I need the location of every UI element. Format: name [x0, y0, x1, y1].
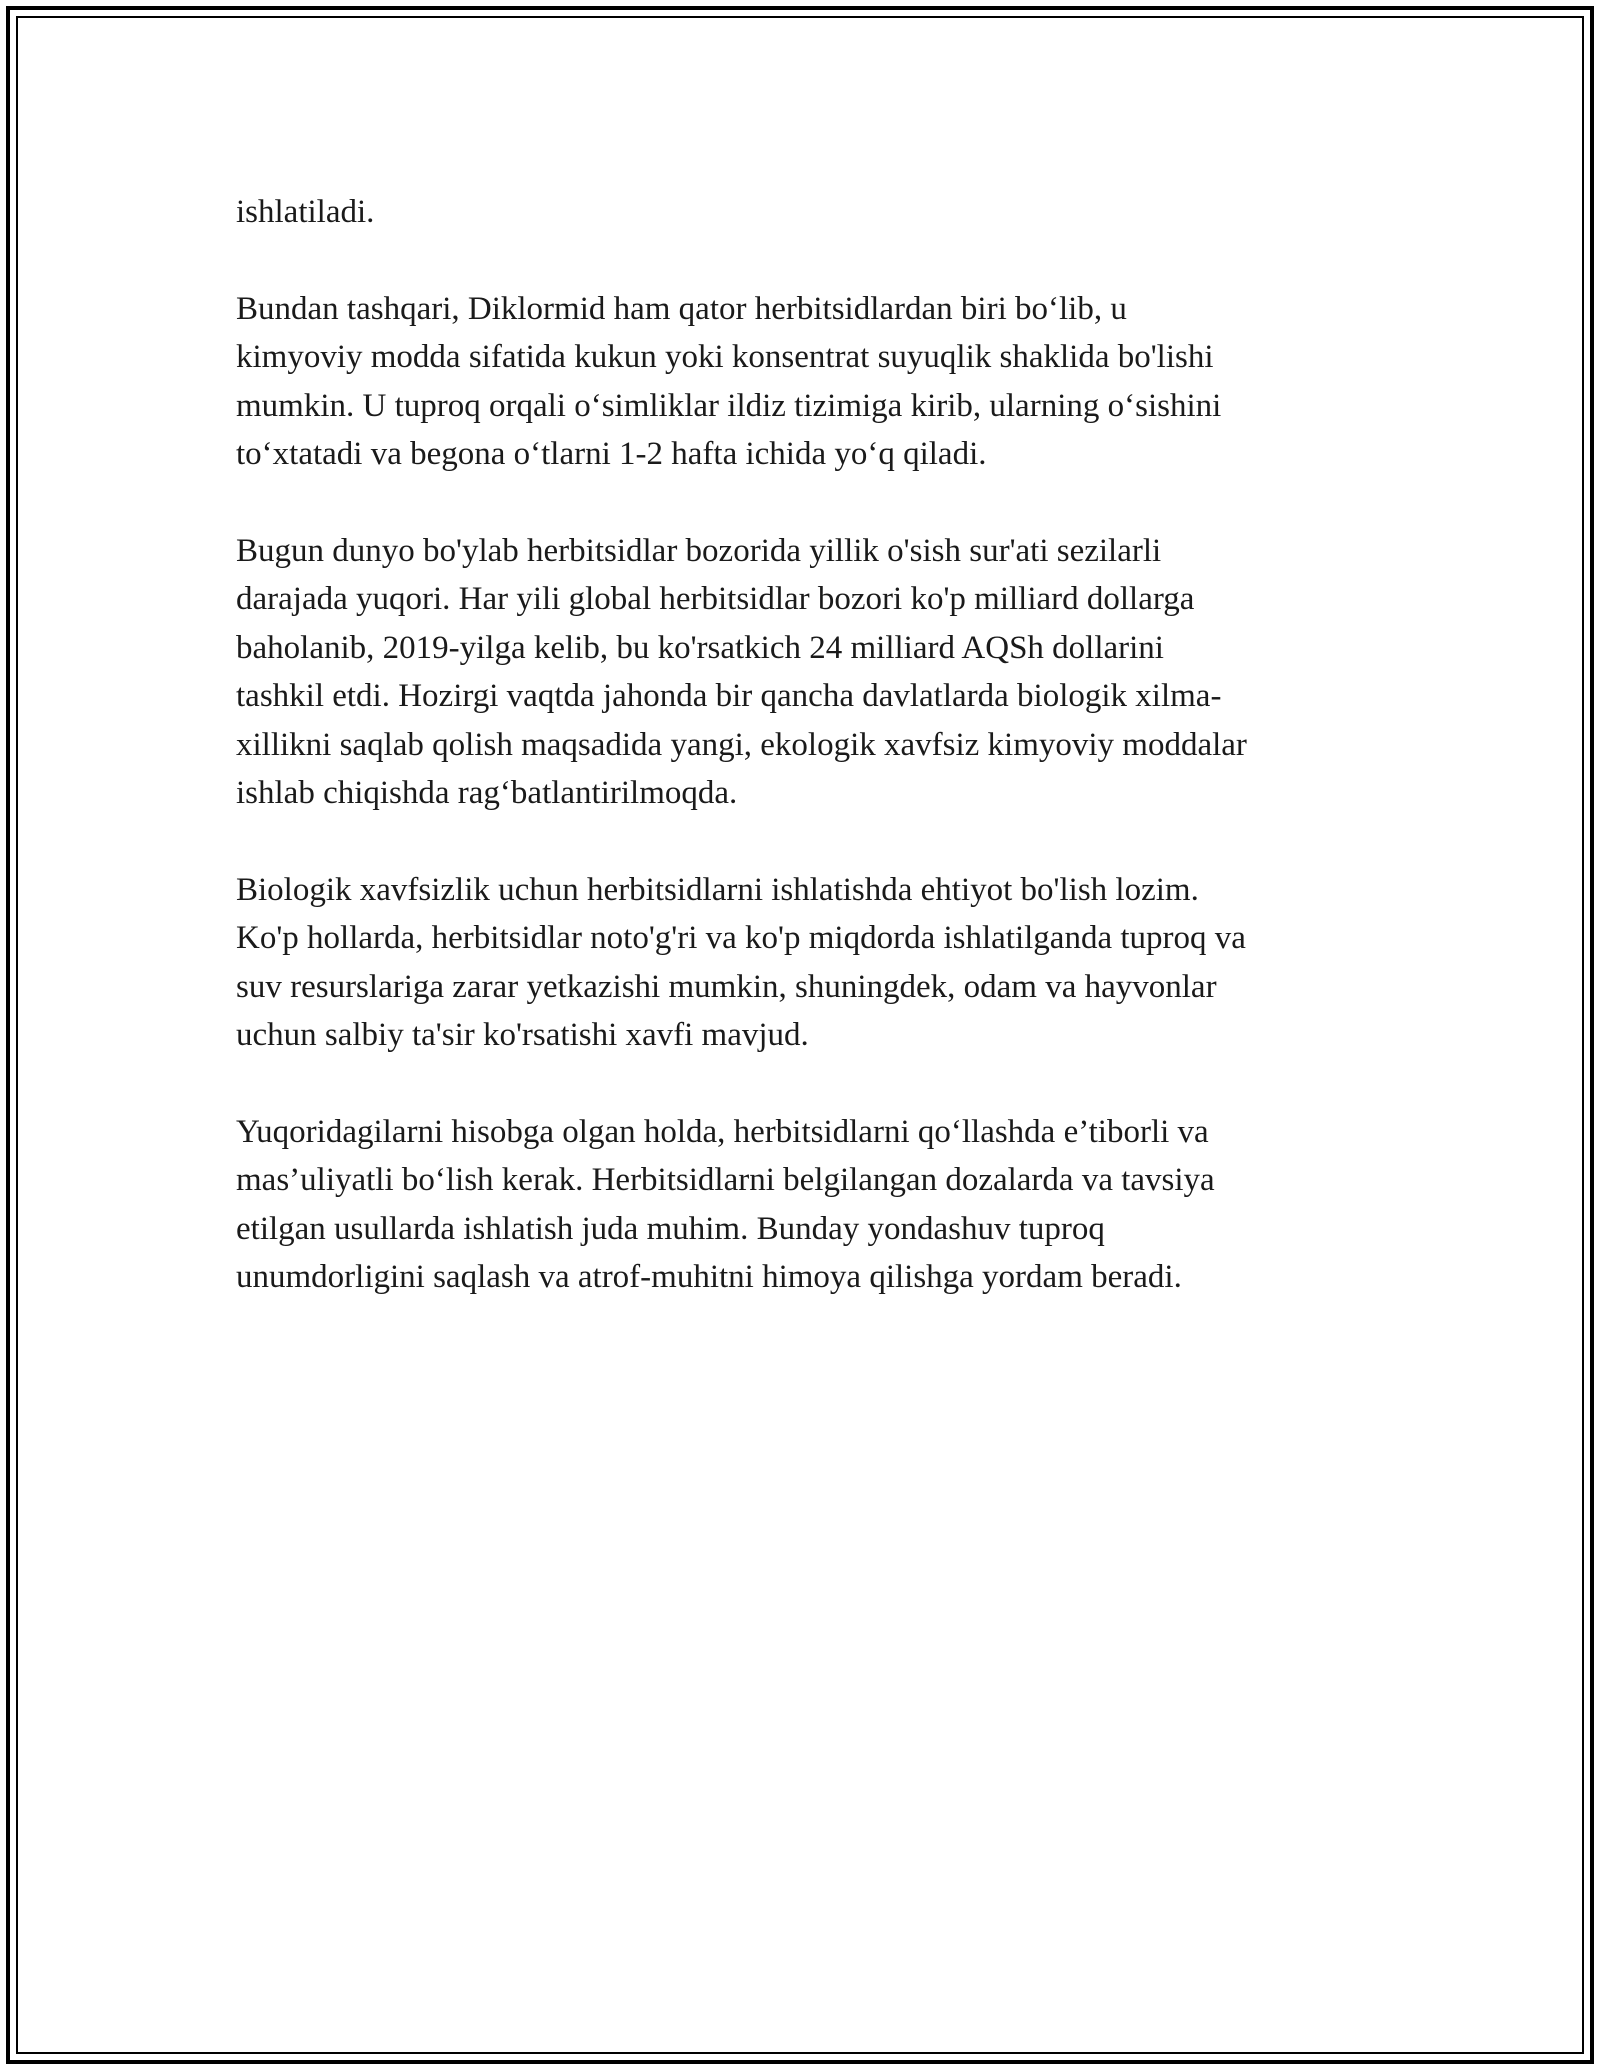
paragraph-conclusion: Yuqoridagilarni hisobga olgan holda, herbitsidlarni qo‘llashda e’tiborli va mas’uliyatli bo‘lish kerak. Herbitsidlarni belgilangan dozalarda va tavsiya etilgan usullarda ishlatish juda muhim. Bunday yondashuv tuproq unumdorligini saqlash va atrof-muhitni himoya qilishga yordam beradi. [236, 1113, 1215, 1295]
paragraph-market: Bugun dunyo bo'ylab herbitsidlar bozorida yillik o'sish sur'ati sezilarli darajada yuqori. Har yili global herbitsidlar bozori ko'p milliard dollarga baholanib, 2019-yilga kelib, bu ko'rsatkich 24 milliard AQSh dollarini tashkil etdi. Hozirgi vaqtda jahonda bir qancha davlatlarda biologik xilma- xillikni saqlab qolish maqsadida yangi, ekologik xavfsiz kimyoviy moddalar ishlab chiqishda rag‘batlantirilmoqda. [236, 532, 1247, 811]
paragraph-biosafety: Biologik xavfsizlik uchun herbitsidlarni ishlatishda ehtiyot bo'lish lozim. Ko'p hollarda, herbitsidlar noto'g'ri va ko'p miqdorda ishlatilganda tuproq va suv resurslariga zarar yetkazishi mumkin, shuningdek, odam va hayvonlar uchun salbiy ta'sir ko'rsatishi xavfi mavjud. [236, 871, 1246, 1053]
paragraph-continuation: ishlatiladi. [236, 194, 375, 230]
document-body [236, 188, 1376, 1350]
paragraph-diklormid: Bundan tashqari, Diklormid ham qator herbitsidlardan biri bo‘lib, u kimyoviy modda sifatida kukun yoki konsentrat suyuqlik shaklida bo'lishi mumkin. U tuproq orqali o‘simliklar ildiz tizimiga kirib, ularning o‘sishini to‘xtatadi va begona o‘tlarni 1-2 hafta ichida yo‘q qiladi. [236, 290, 1222, 472]
